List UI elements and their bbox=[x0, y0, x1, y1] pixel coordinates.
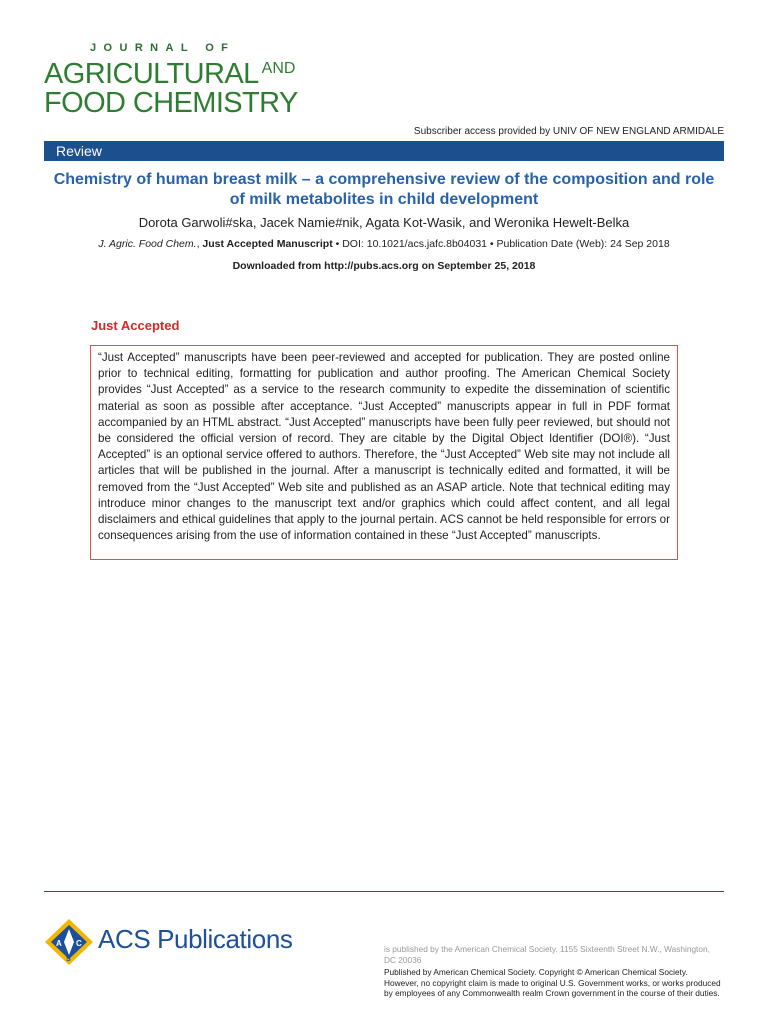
section-label: Review bbox=[56, 143, 102, 159]
seal-letter-s: S bbox=[66, 956, 71, 963]
footer-divider bbox=[44, 891, 724, 892]
citation-status: Just Accepted Manuscript bbox=[202, 238, 333, 250]
citation-doi-date: • DOI: 10.1021/acs.jafc.8b04031 • Publication Date (Web): 24 Sep 2018 bbox=[332, 238, 670, 250]
acs-seal-icon bbox=[44, 918, 94, 966]
citation-journal: J. Agric. Food Chem. bbox=[98, 238, 197, 250]
copyright-notice: Published by American Chemical Society. Copyright © American Chemical Society. However, no copyright claim is made to original U.S. Government works, or works produced by employees of any Commonwealth realm Crown government in the course of their duties. bbox=[384, 967, 721, 999]
acs-publications-logo bbox=[44, 918, 304, 966]
just-accepted-notice bbox=[90, 345, 678, 560]
logo-food-chemistry: FOOD CHEMISTRY bbox=[44, 87, 298, 119]
publisher-address: is published by the American Chemical Society. 1155 Sixteenth Street N.W., Washington, DC 20036 bbox=[384, 944, 710, 965]
seal-letter-c: C bbox=[76, 939, 82, 948]
just-accepted-heading: Just Accepted bbox=[91, 318, 180, 333]
article-authors: Dorota Garwoli#ska, Jacek Namie#nik, Agata Kot-Wasik, and Weronika Hewelt-Belka bbox=[138, 215, 630, 230]
journal-logo bbox=[44, 42, 298, 119]
citation-line: J. Agric. Food Chem., Just Accepted Manuscript • DOI: 10.1021/acs.jafc.8b04031 • Publication Date (Web): 24 Sep 2018 bbox=[98, 238, 670, 250]
article-title: Chemistry of human breast milk – a comprehensive review of the composition and role of milk metabolites in child development bbox=[53, 171, 715, 208]
seal-letter-a: A bbox=[56, 939, 62, 948]
just-accepted-body: “Just Accepted” manuscripts have been peer-reviewed and accepted for publication. They are posted online prior to technical editing, formatting for publication and author proofing. The American Chemical Society provides “Just Accepted” as a service to the research community to expedite the dissemination of scientific material as soon as possible after acceptance. “Just Accepted” manuscripts appear in full in PDF format accompanied by an HTML abstract. “Just Accepted” manuscripts have been fully peer reviewed, but should not be considered the official version of record. They are citable by the Digital Object Identifier (DOI®). “Just Accepted” is an optional service offered to authors. Therefore, the “Just Accepted” Web site may not include all articles that will be published in the journal. After a manuscript is technically edited and formatted, it will be removed from the “Just Accepted” Web site and published as an ASAP article. Note that technical editing may introduce minor changes to the manuscript text and/or graphics which could affect content, and all legal disclaimers and ethical guidelines that apply to the journal pertain. ACS cannot be held responsible for errors or consequences arising from the use of information contained in these “Just Accepted” manuscripts. bbox=[98, 351, 670, 543]
logo-and: AND bbox=[261, 60, 296, 77]
subscriber-access-note: Subscriber access provided by UNIV OF NEW ENGLAND ARMIDALE bbox=[413, 126, 724, 137]
logo-agricultural-text: AGRICULTURAL bbox=[44, 58, 259, 90]
acs-publications-text: ACS Publications bbox=[98, 924, 293, 954]
downloaded-note: Downloaded from http://pubs.acs.org on September 25, 2018 bbox=[232, 260, 536, 272]
section-bar bbox=[44, 141, 724, 161]
logo-journal-of: JOURNAL OF bbox=[90, 42, 236, 54]
logo-agricultural bbox=[44, 54, 296, 90]
